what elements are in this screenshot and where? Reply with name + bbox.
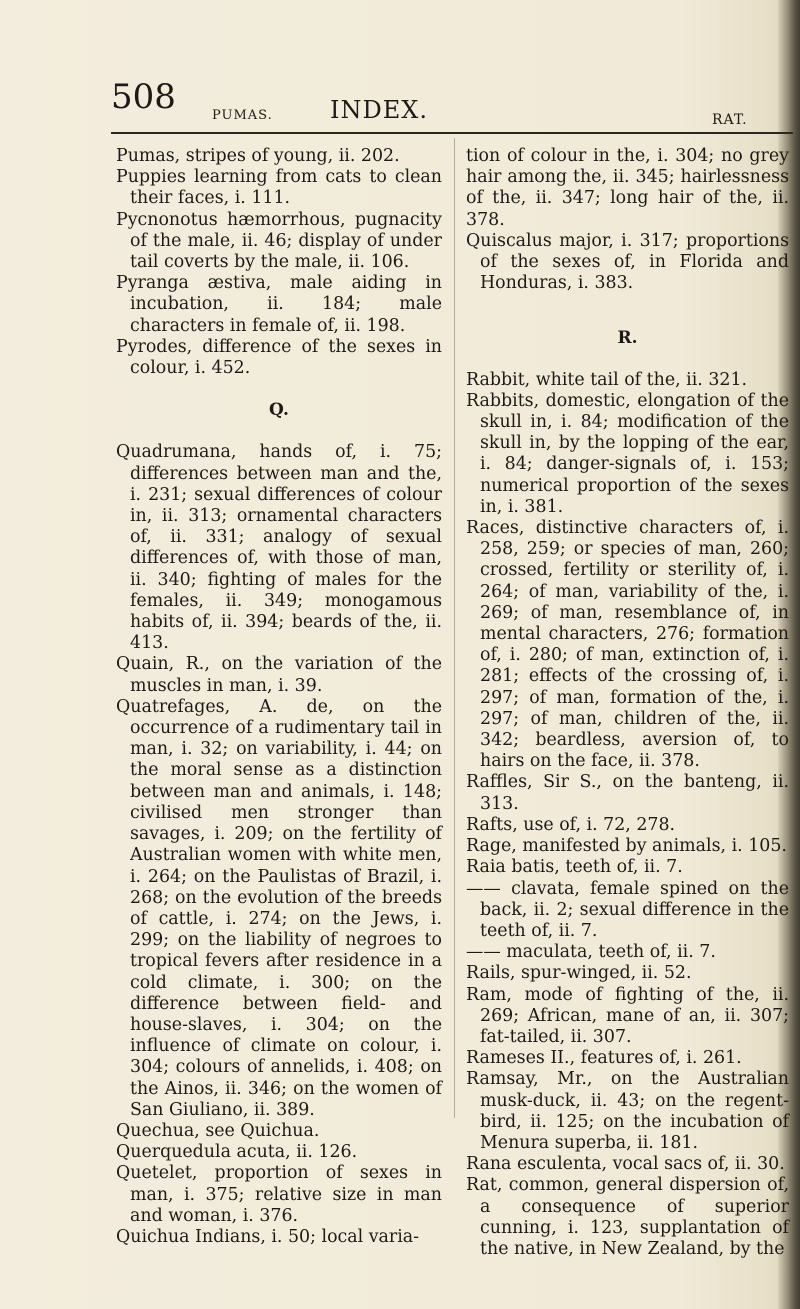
index-entry: Rat, common, general dispersion of, a consequence of superior cunning, i. 123, supplantation of the native, in New Zealand, by the <box>466 1175 789 1259</box>
index-entry: Quechua, see Quichua. <box>116 1120 320 1141</box>
index-entry: Rafts, use of, i. 72, 278. <box>466 814 676 835</box>
index-entry: Ram, mode of fighting of the, ii. 269; African, mane of an, ii. 307; fat-tailed, ii. 307. <box>466 984 789 1047</box>
section-letter-q: Q. <box>269 400 289 421</box>
index-title: INDEX. <box>330 96 428 124</box>
section-letter-r: R. <box>617 328 638 349</box>
index-entry: Rails, spur-winged, ii. 52. <box>466 963 692 984</box>
index-entry: Ramsay, Mr., on the Australian musk-duck, ii. 43; on the regent-bird, ii. 125; on the incubation of Menura superba, ii. 181. <box>466 1069 789 1153</box>
index-entry: —— clavata, female spined on the back, ii. 2; sexual difference in the teeth of, ii. 7. <box>466 878 789 941</box>
column-divider <box>454 138 455 1118</box>
page-number: 508 <box>111 77 176 117</box>
index-entry: Rana esculenta, vocal sacs of, ii. 30. <box>466 1154 785 1175</box>
index-entry: Pyranga æstiva, male aiding in incubation, ii. 184; male characters in female of, ii. 198. <box>116 273 442 336</box>
left-column <box>116 146 442 1248</box>
right-running-head: RAT. <box>712 112 748 128</box>
index-entry: —— maculata, teeth of, ii. 7. <box>466 942 716 963</box>
index-entry: Quain, R., on the variation of the muscles in man, i. 39. <box>116 654 442 696</box>
index-entry: Rabbits, domestic, elongation of the skull in, i. 84; modification of the skull in, by the lopping of the ear, i. 84; danger-signals of, i. 153; numerical proportion of the sexes in, i. 381. <box>466 390 789 517</box>
index-entry: Quetelet, proportion of sexes in man, i. 375; relative size in man and woman, i. 376. <box>116 1163 442 1226</box>
index-entry: Races, distinctive characters of, i. 258, 259; or species of man, 260; crossed, fertility or sterility of, i. 264; of man, variability of the, i. 269; of man, resemblance of, in mental characters, 276; formation of, i. 280; of man, extinction of, i. 281; effects of the crossing of, i. 297; of man, formation of the, i. 297; of man, children of the, ii. 342; beardless, aversion of, to hairs on the face, ii. 378. <box>466 518 789 772</box>
index-entry: Rage, manifested by animals, i. 105. <box>466 836 787 857</box>
index-entry: Pyrodes, difference of the sexes in colour, i. 452. <box>116 336 442 379</box>
running-header <box>0 0 800 140</box>
index-entry: tion of colour in the, i. 304; no grey hair among the, ii. 345; hairlessness of the, ii. 347; long hair of the, ii. 378. <box>466 146 789 230</box>
index-entry: Rameses II., features of, i. 261. <box>466 1048 742 1069</box>
left-running-head: PUMAS. <box>212 108 273 123</box>
index-entry: Raffles, Sir S., on the banteng, ii. 313. <box>466 772 789 814</box>
index-entry: Quatrefages, A. de, on the occurrence of a rudimentary tail in man, i. 32; on variability, i. 44; on the moral sense as a distinction between man and animals, i. 148; civilised men stronger than savages, i. 209; on the fertility of Australian women with white men, i. 264; on the Paulistas of Brazil, i. 268; on the evolution of the breeds of cattle, i. 274; on the Jews, i. 299; on the liability of negroes to tropical fevers after residence in a cold climate, i. 300; on the difference between field- and house-slaves, i. 304; on the influence of climate on colour, i. 304; colours of annelids, i. 408; on the Ainos, ii. 346; on the women of San Giuliano, ii. 389. <box>116 696 442 1120</box>
index-entry: Quadrumana, hands of, i. 75; differences between man and the, i. 231; sexual differences of colour in, ii. 313; ornamental characters of, ii. 331; analogy of sexual differences of, with those of man, ii. 340; fighting of males for the females, ii. 349; monogamous habits of, ii. 394; beards of the, ii. 413. <box>116 442 442 654</box>
header-rule <box>111 132 793 134</box>
index-entry: Pycnonotus hæmorrhous, pugnacity of the male, ii. 46; display of under tail coverts by the male, ii. 106. <box>116 209 442 273</box>
right-column <box>466 146 789 1260</box>
index-entry: Querquedula acuta, ii. 126. <box>116 1142 358 1163</box>
index-entry: Rabbit, white tail of the, ii. 321. <box>466 369 748 390</box>
index-entry: Raia batis, teeth of, ii. 7. <box>466 857 683 878</box>
index-entry: Quiscalus major, i. 317; proportions of the sexes of, in Florida and Honduras, i. 383. <box>466 230 789 294</box>
index-entry: Pumas, stripes of young, ii. 202. <box>116 146 400 166</box>
index-entry: Puppies learning from cats to clean their faces, i. 111. <box>116 167 442 209</box>
index-entry: Quichua Indians, i. 50; local varia- <box>116 1226 420 1247</box>
